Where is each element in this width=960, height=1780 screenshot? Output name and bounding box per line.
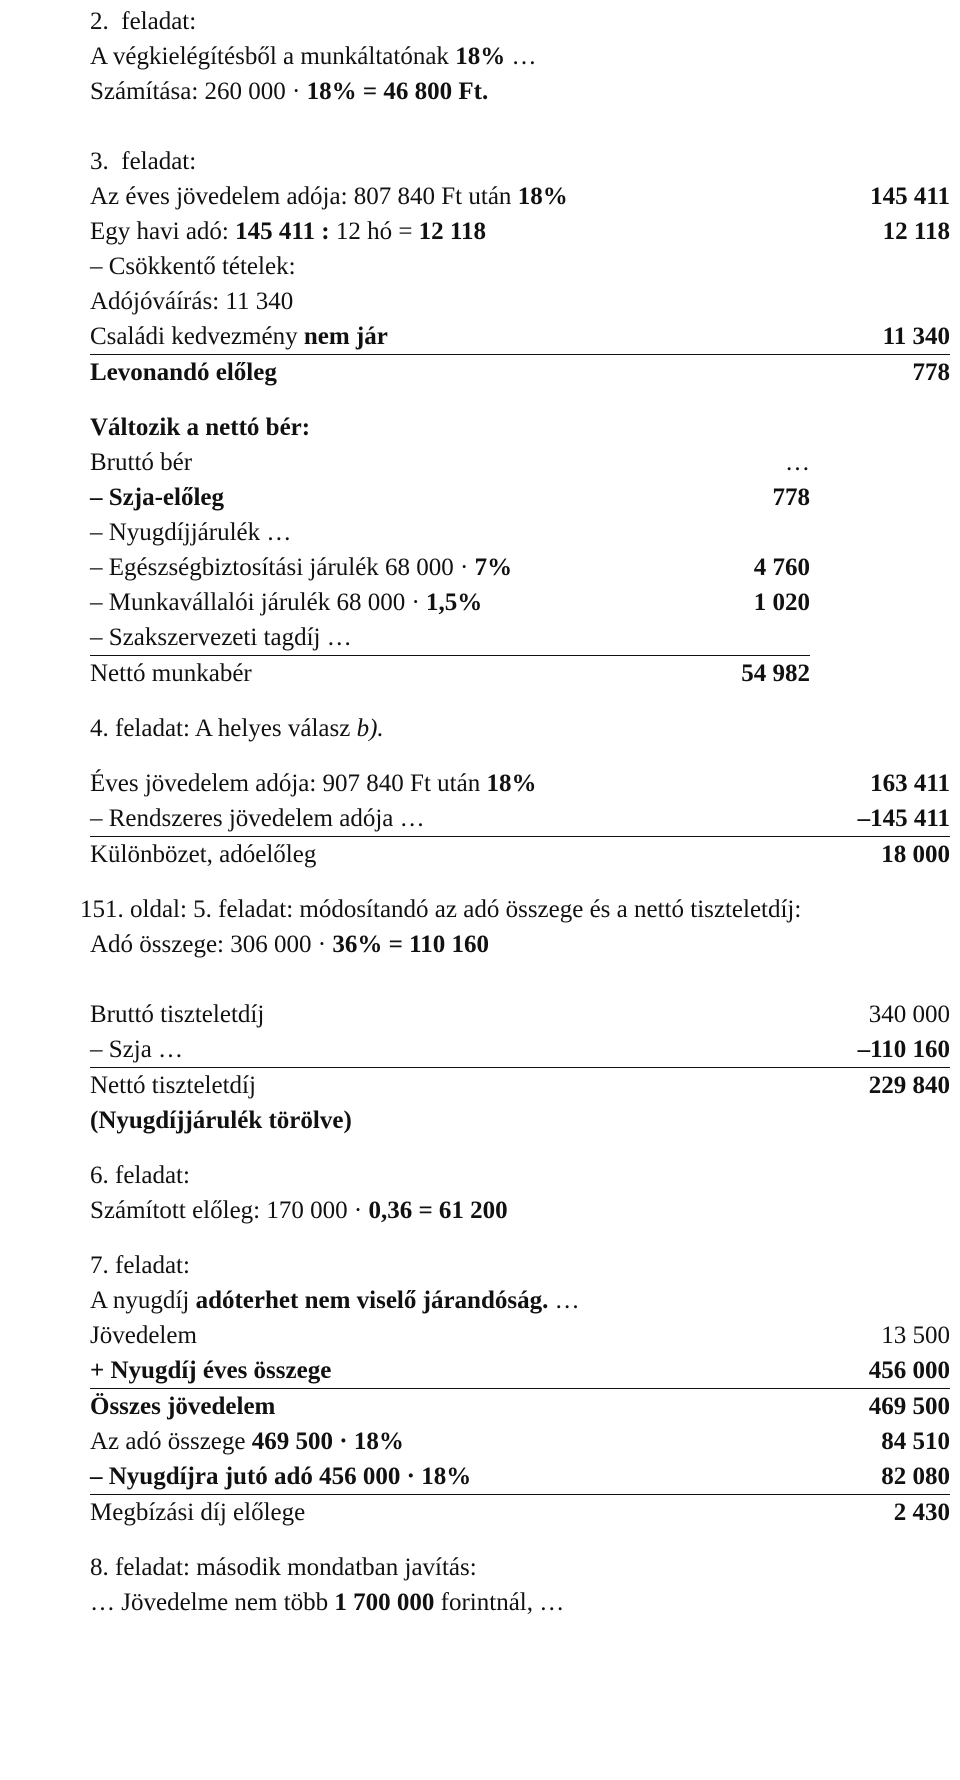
- task7-row-pension-tax: – Nyugdíjra jutó adó 456 000 · 18% 82 080: [90, 1459, 950, 1495]
- task3-row-advance: Levonandó előleg 778: [90, 359, 950, 386]
- net-title: Változik a nettó bér:: [90, 414, 311, 441]
- task3-title: 3. feladat:: [90, 148, 197, 175]
- task4-row-annual: Éves jövedelem adója: 907 840 Ft után 18% 163 411: [90, 770, 950, 797]
- task5-row-gross: Bruttó tiszteletdíj 340 000: [90, 1001, 950, 1028]
- net-row-gross: Bruttó bér …: [90, 449, 810, 476]
- net-row-union: – Szakszervezeti tagdíj …: [90, 620, 810, 656]
- task7-row-total-income: Összes jövedelem 469 500: [90, 1393, 950, 1420]
- task5-row-pit: – Szja … –110 160: [90, 1032, 950, 1068]
- net-row-employee: – Munkavállalói járulék 68 000 · 1,5% 1 020: [90, 589, 810, 616]
- task6-title: 6. feladat:: [90, 1162, 190, 1189]
- task7-row-pension-annual: + Nyugdíj éves összege 456 000: [90, 1353, 950, 1389]
- task5-note: (Nyugdíjjárulék törölve): [90, 1107, 352, 1134]
- task4-row-regular: – Rendszeres jövedelem adója … –145 411: [90, 801, 950, 837]
- task3-row-deductions: – Csökkentő tételek:: [90, 253, 296, 280]
- task8-line: … Jövedelme nem több 1 700 000 forintnál, …: [90, 1589, 565, 1616]
- document-page: [80, 4, 950, 1620]
- net-row-health: – Egészségbiztosítási járulék 68 000 · 7% 4 760: [90, 554, 810, 581]
- task5-calc: Adó összege: 306 000 · 36% = 110 160: [90, 931, 489, 958]
- net-row-pit-advance: – Szja-előleg 778: [90, 484, 810, 511]
- task6-calc: Számított előleg: 170 000 · 0,36 = 61 200: [90, 1197, 508, 1224]
- net-row-net: Nettó munkabér 54 982: [90, 660, 810, 687]
- task4-title: 4. feladat: A helyes válasz b).: [90, 715, 384, 742]
- task7-intro: A nyugdíj adóterhet nem viselő járandóság. …: [90, 1287, 580, 1314]
- task7-row-income: Jövedelem 13 500: [90, 1322, 950, 1349]
- task4-row-difference: Különbözet, adóelőleg 18 000: [90, 841, 950, 868]
- task3-row-monthly-tax: Egy havi adó: 145 411 : 12 hó = 12 118 12 118: [90, 218, 950, 245]
- task5-row-net: Nettó tiszteletdíj 229 840: [90, 1072, 950, 1099]
- task2-title: 2. feladat:: [90, 8, 197, 35]
- net-row-pension: – Nyugdíjjárulék …: [90, 519, 292, 546]
- task3-row-family-allowance: Családi kedvezmény nem jár 11 340: [90, 319, 950, 355]
- task7-title: 7. feladat:: [90, 1252, 190, 1279]
- task3-row-tax-credit: Adójóváírás: 11 340: [90, 288, 294, 315]
- task7-row-tax-amount: Az adó összege 469 500 · 18% 84 510: [90, 1428, 950, 1455]
- task5-title: 151. oldal: 5. feladat: módosítandó az adó összege és a nettó tiszteletdíj:: [80, 896, 802, 923]
- task7-row-commission-advance: Megbízási díj előlege 2 430: [90, 1499, 950, 1526]
- task2-line2: Számítása: 260 000 · 18% = 46 800 Ft.: [90, 78, 489, 105]
- task2-line1: A végkielégítésből a munkáltatónak 18% …: [90, 43, 537, 70]
- task8-title: 8. feladat: második mondatban javítás:: [90, 1554, 477, 1581]
- task3-row-annual-tax: Az éves jövedelem adója: 807 840 Ft után 18% 145 411: [90, 183, 950, 210]
